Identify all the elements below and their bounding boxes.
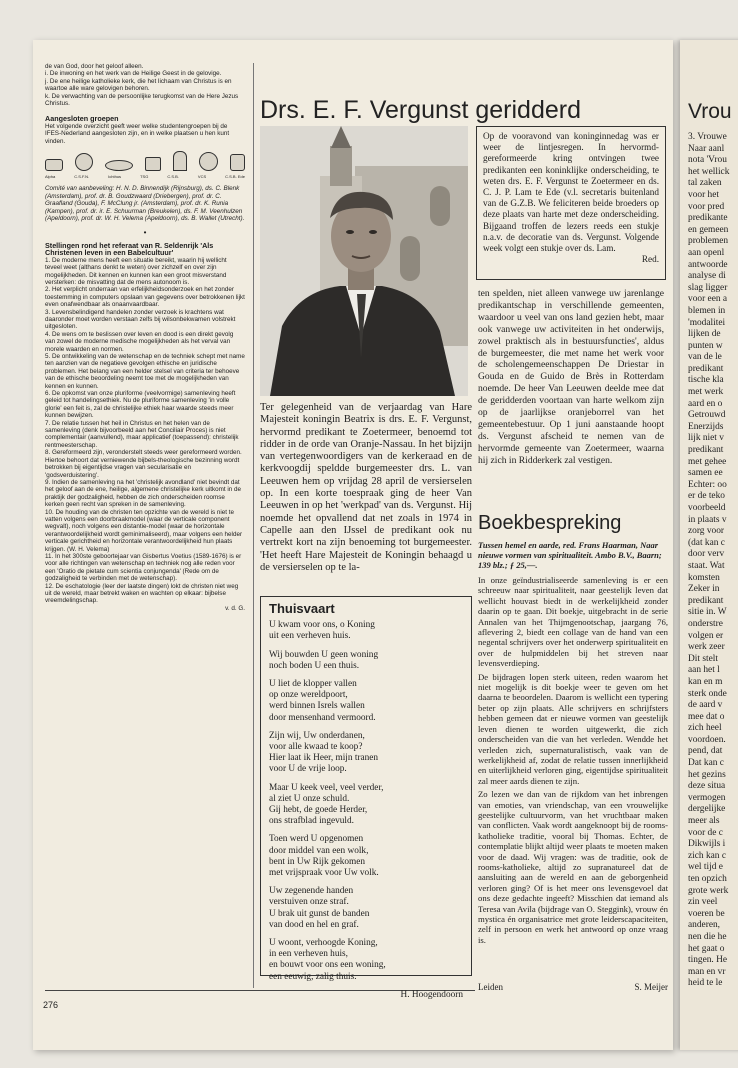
next-page-line: deze situa [688,781,726,792]
logo-label: Ichthus [108,174,122,180]
next-page-line: voor een a [688,294,728,305]
logo-label: VCS [197,174,207,180]
next-page-line: anderen, [688,920,721,931]
next-page-line: predikant [688,595,724,606]
next-page-edge [680,40,738,1050]
next-page-line: vermogen [688,792,726,803]
next-page-line: de aard v [688,700,723,711]
separator-dot: • [143,227,147,237]
logo-label: C.S.F.N. [74,174,90,180]
article-title: Drs. E. F. Vergunst geridderd [260,96,581,124]
next-page-line: met gehee [688,456,727,467]
book-review-heading: Boekbespreking [478,512,622,534]
review-paragraph: De bijdragen lopen sterk uiteen, reden waarom het niet mogelijk is dit boekje weer te geven om het daarna te beoordelen. Daarom is wellicht een typering beter op zijn plaats. Alle schrijvers en schrijfsters hebben gemeen dat er nieuwe vormen van geestelijk leven dienen te worden uitgewerkt, die zich onderscheiden van die van het verleden. Wendde het verleden zich, supernaturalistisch, vaak van de werkelijkheid af, zodat de relatie tussen innerlijkheid en uiterlijkheid verloren ging, eigentijdse spiritualiteit zal meer aards dienen te zijn. [478,671,668,786]
page-number: 276 [43,1000,59,1010]
next-page-line: sterk onde [688,688,727,699]
next-page-line: tingen. He [688,955,728,966]
poem-stanza: U liet de klopper vallen op onze wereldpoort, werd binnen Isrels wallen door mensenhand vermoord. [269,679,376,723]
book-title-line: Tussen hemel en aarde, red. Frans Haarman, Naar nieuwe vormen van spiritualiteit. Ambo B.V., Baarn; 139 blz.; ƒ 25,—. [478,540,662,571]
next-page-line: Zeker in [688,584,720,595]
intro-line: j. De ene heilige katholieke kerk, die het lichaam van Christus is en waartoe alle ware gelovigen behoren. [45,77,232,93]
next-page-line: man en vr [688,966,726,977]
next-page-line: Dikwijls i [688,839,726,850]
next-page-line: in plaats v [688,514,727,525]
next-page-line: het gezins [688,769,726,780]
next-page-line: dergelijke [688,804,726,815]
poem-stanza: Toen werd U opgenomen door middel van een wolk, bent in Uw Rijk gekomen met vrijspraak voor Uw volk. [269,834,379,879]
thesis-item: 7. De relatie tussen het heil in Christus en het helen van de samenleving (denk bijvoorbeeld aan het Conciliair Proces) is niet complementair (aanvullend), maar applicatief (toepassend): christelijk rentmeesterschap. [45,419,239,449]
thesis-item: 3. Levensbelindigend handelen zonder verzoek is krachtens wat daaronder moet worden verstaan zelfs bij wilsonbekwamen volstrekt uitgesloten. [45,308,236,331]
groups-heading: Aangesloten groepen [45,114,119,124]
portrait-photo [260,126,468,396]
left-signature: v. d. G. [225,604,245,612]
thesis-item: 9. Indien de samenleving na het 'christelijk avondland' niet bevindt dat het geloof aan de ene, heilige, algemene christelijke kerk uitkomt in de praktijk der godzaligheid, hebben de zich onderscheiden roomse kerken geen recht van spreken in de samenleving. [45,478,242,509]
next-page-line: samen ee [688,468,723,479]
groups-text: Het volgende overzicht geeft weer welke studentengroepen bij de IFES-Nederland aangesloten zijn, en in welke plaatsen u hen kunt vinden. [45,122,230,145]
next-page-line: aard en o [688,398,723,409]
poem-stanza: Uw zegenende handen verstuiven onze straf. U brak uit gunst de banden van dood en hel en graf. [269,886,370,930]
next-page-line: Dit stelt [688,653,718,664]
left-column [45,63,245,612]
poem-stanza: U kwam voor ons, o Koning uit een verheven huis. [269,620,375,642]
next-page-line: voor de c [688,827,723,838]
thesis-item: 11. In het 300ste geboortejaar van Gisbertus Voetius (1589-1676) is er voor alle richtingen van wetenschap en techniek nog alle reden voor een 'Oratio de pietate cum scientia conjungenda' (Rede om de godzaligheid te verbinden met de wetenschap). [45,552,242,583]
next-page-line: 'modalitei [688,317,726,328]
next-page-line: slag ligger [688,282,728,293]
next-page-line: heid te le [688,978,723,989]
next-page-line: Dat kan c [688,758,724,769]
next-page-line: predikant [688,363,724,374]
review-paragraph: In onze geïndustrialiseerde samenleving is er een schreeuw naar spiritualiteit, naar geestelijk leven dat wellicht houvast biedt in de werkelijkheid zonder daarin op te gaan. Dit boekje, uitgebracht in de serie Annalen van het Thijmgenootschap, jaargang 76, aflevering 2, biedt een collage van de hand van een negental schrijvers over het onderwerp spiritualiteit en over de hulpmiddelen bij het streven naar levensverdieping. [478,575,668,669]
column-divider [253,63,254,988]
next-page-line: staat. Wat [688,560,725,571]
poem-stanza: Wij bouwden U geen woning noch boden U een thuis. [269,649,379,671]
next-page-line: antwoorde [688,259,728,270]
portrait-illustration [260,126,468,396]
thesis-item: 5. De ontwikkeling van de wetenschap en de techniek schept met name ten aanzien van de negatieve gevolgen ethische en juridische problemen. Het belang van een helder stelsel van criteria ter behoeve van de ethische beoordeling neemt toe met de mogelijkheden van kennen en kunnen. [45,353,245,390]
thesis-item: 12. De eschatologie (leer der laatste dingen) lokt de christen niet weg uit de wereld, maar betrekt waken en wachten op elkaar: bijbelse vreemdelingschap. [45,582,239,605]
next-page-line: het gaat o [688,943,725,954]
thesis-item: 4. De wens om te beslissen over leven en dood is een direkt gevolg van zowel de moderne medische mogelijkheden als het verval van morele waarden en normen. [45,330,234,353]
next-page-line: zin veel [688,897,718,908]
next-page-line: nen die he [688,931,727,942]
csb-ede-logo-icon [230,154,245,171]
editor-note-text: Op de vooravond van koninginnedag was er weer de lintjesregen. In hervormd-gereformeerde kring ontvingen twee predikanten een koninklijke onderscheiding, te weten drs. E. F. Vergunst te Zoetermeer en ds. C. J. P. Lam te Ede (v.l. secretaris buitenland van de G.Z.B. We feliciteren beide broeders op deze plaats van harte met deze onderscheiding. Bijgaand troffen de lezers reeds een stukje n.a.v. de decoratie van ds. Vergunst. Volgende week volgt een stukje over ds. Lam. [483,131,659,254]
next-page-line: ten opzich [688,874,727,884]
next-page-title: Vrou [688,100,732,123]
next-page-line: voordoen. [688,734,726,745]
poem-author: H. Hoogendoorn [400,989,463,1000]
next-page-line: aan het l [688,665,720,676]
next-page-line: tische kla [688,375,724,386]
logo-label: TSG [140,174,149,180]
next-page-line: Naar aanl [688,143,725,154]
next-page-line: zich heel [688,723,722,734]
intro-line: i. De inwoning en het werk van de Heilige Geest in de gelovige. [45,70,222,78]
alpha-logo-icon [45,159,63,171]
next-page-line: lijken de [688,329,721,340]
next-page-line: werk zeer [688,642,725,653]
poem-stanza: U woont, verhoogde Koning, in een verheven huis, en bouwt voor ons een woning, een eeuwig, zalig thuis. [269,938,386,982]
next-page-line: 3. Vrouwe [688,132,727,142]
next-page-line: voeren be [688,908,725,919]
logo-label: Alpha [45,174,56,180]
next-page-line: er de teko [688,491,725,502]
next-page-line: zich kan c [688,850,726,861]
poem-stanza: Maar U keek veel, veel verder, al ziet U onze schuld. Gij hebt, de goede Herder, ons strafblad ingevuld. [269,782,384,827]
thesis-item: 2. Het verplicht onderraan van erfelijkheidsonderzoek en het zonder toestemming in computers opslaan van gegevens over betrokkenen lijkt even onafwendbaar als onaanvaardbaar. [45,286,245,309]
next-page-line: voorbeeld [688,503,726,513]
next-page-line: sitie in. W [688,607,727,618]
vcs-globe-logo-icon [199,152,218,171]
editor-note-box [476,126,666,280]
intro-line: k. De verwachting van de persoonlijke terugkomst van de Here Jezus Christus. [45,92,239,108]
poem-stanzas [269,620,463,983]
intro-line: de van God, door het geloof alleen. [45,63,144,70]
next-page-line: tal zaken [688,178,722,189]
next-page-line: Enerzijds [688,421,724,432]
next-page-line: voor pred [688,201,725,212]
reviewer-name: S. Meijer [634,982,668,992]
editor-note-signature: Red. [641,254,659,265]
thesis-item: 10. De houding van de christen ten opzichte van de wereld is niet te vatten volgens een doorbraakmodel (waar de verticale component wegvalt), noch volgens een distantie-model (waar de horizontale verantwoordelijkheid wordt geminimaliseerd), maar volgens een helder verticale gerichtheid en horizontale verantwoordelijkheid hun plaats krijgen. (W. H. Velema) [45,508,243,553]
next-page-text [688,132,738,990]
next-page-line: (dat kan c [688,537,725,548]
next-page-line: kan en m [688,676,723,687]
thesis-item: 8. Gereformeerd zijn, veronderstelt steeds weer gereformeerd worden. Hiertoe behoort dat verniewende bijbels-theologische bezinning wordt betrokken bij eigentijdse vragen van secularisatie en 'godsverduistering'. [45,449,242,479]
ichthus-fish-logo-icon [105,160,133,171]
logo-labels [45,173,245,180]
next-page-line: en gemeen [688,224,729,235]
logo-row [45,151,245,171]
committee-text: Comité van aanbeveling: H. N. D. Binnendijk (Rijnsburg), ds. C. Blenk (Amsterdam), prof. dr. B. Goudzwaard (Driebergen), prof. dr. C. Graafland (Gouda), F. McClung jr. (Amsterdam), prof. dr. K. Runia (Kampen), prof. dr. ir. E. Schuurman (Breukelen), ds. F. M. Veenhulzen (Apeldoorn), prof. dr. W. H. Velema (Apeldoorn), ds. B. Wallet (Utrecht). [45,185,245,223]
next-page-line: volgen er [688,630,724,641]
intro-list [45,63,245,107]
next-page-line: zorg voor [688,526,725,537]
next-page-line: punten w [688,340,723,351]
next-page-line: Echter: oo [688,479,727,490]
poem-box [260,596,472,1000]
next-page-line: door verv [688,549,725,560]
review-paragraph: Zo lezen we dan van de rijkdom van het inbrengen van emoties, van vriendschap, van een vrouwelijke geestelijke cultuurvorm, van het vruchtbaar maken van conflicten. Vaak wordt aangeknoopt bij de rooms-katholieke traditie, vooral bij Thomas. Echter, de contemplatie blijkt altijd weer plaats te moeten maken voor de daad. Wij vragen: was de traditie, ook de rooms-katholieke, altijd zo supranatureel dat de aansluiting aan de wereld en aan de geborgenheid verloren ging? Of is het meer ons levensgevoel dat ons deze gedachte ingeeft? Misschien dat iemand als Teresa van Avila (bijdrage van O. Steggink), vrouw én mystica én organisatrice met grote leiderscapaciteiten, zelf in persoon en werk het antwoord op onze vraag is. [478,789,668,945]
article-continuation: ten spelden, niet alleen vanwege uw jarenlange predikantschap in verschillende gemeenten, waardoor u veel van ons land gezien hebt, maar ook vanwege uw activiteiten in het onderwijs, zowel praktisch als in bestuursfuncties', aldus de burgemeester, die met name het werk voor de scholengemeenschappen De Driestar in Gouda en de Guido de Brès in Rotterdam noemde. De heer Van Leeuwen deelde mee dat de geridderden voortaan van harte welkom zijn op de jaarlijkse oranjeborrel van het gemeentebestuur. Op 1 juni aanstaande hoopt ds. Vergunst afscheid te nemen van de hervormde gemeente van Zoetermeer, waarna hij zich in Ridderkerk zal vestigen. [478,288,664,466]
next-page-line: lijk niet v [688,433,724,444]
next-page-line: grote werk [688,885,729,896]
next-page-line: Getrouwd [688,410,726,421]
next-page-line: onderstre [688,618,723,629]
theses-list [45,257,245,605]
next-page-line: met werk [688,387,724,398]
theses-heading: Stellingen rond het referaat van R. Seldenrijk 'Als Christenen leven in een Babelcultuur' [45,240,214,258]
logo-label: C.S.B. [167,174,179,180]
next-page-line: wel tijd e [688,862,723,873]
next-page-line: pend, dat [688,746,723,757]
next-page-line: predikant [688,445,724,456]
next-page-line: blemen in [688,305,726,316]
book-review-body [478,575,668,948]
next-page-line: analyse di [688,271,726,282]
next-page-line: komsten [688,572,720,583]
review-place: Leiden [478,982,503,992]
book-review-footer [478,982,668,992]
next-page-line: predikante [688,213,728,224]
thesis-item: 1. De moderne mens heeft een situatie bereikt, waarin hij wellicht teveel weet (althans denkt te weten) over zichzelf en over zijn mogelijkheden. Dit kennen en kunnen kan een groot misverstand versterken: de misvatting dat de mens autonoom is. [45,256,227,286]
tsg-logo-icon [145,157,161,171]
next-page-line: het wellick [688,166,730,177]
photo-caption: Ter gelegenheid van de verjaardag van Hare Majesteit koningin Beatrix is drs. E. F. Vergunst, hervormd predikant te Zoetermeer, benoemd tot ridder in de orde van Oranje-Nassau. In het bijzijn van vertegenwoordigers van de kerkeraad en de kerkvoogdij speldde burgemeester drs. L. van Leeuwen hem op vrijdag 28 april de versierselen op. In een korte toespraak ging de heer Van Leeuwen in op het 'werkpad' van ds. Vergunst. Hij noemde het opvallend dat net zoals in 1974 in Capelle aan den IJssel de predikant ook nu vertrekt kort na zijn benoeming tot burgemeester. 'Het heeft Hare Majesteit de Koningin behaagd u de versierselen op te la- [260,402,472,573]
next-page-line: mee dat o [688,711,725,722]
next-page-line: nota 'Vrou [688,155,727,166]
next-page-line: problemen [688,236,729,247]
csb-sail-logo-icon [173,151,187,171]
next-page-line: voor het [688,189,719,200]
next-page-line: aan openl [688,247,725,258]
poem-stanza: Zijn wij, Uw onderdanen, voor alle kwaad te koop? Hier laat ik Heer, mijn tranen voor U de vrije loop. [269,730,379,775]
csfn-logo-icon [75,153,93,171]
poem-title: Thuisvaart [269,601,335,616]
next-page-line: meer als [688,816,720,827]
logo-label: C.S.B. Ede [225,174,245,180]
next-page-line: van de le [688,352,722,363]
thesis-item: 6. De opkomst van onze pluriforme (veelvormige) samenleving heeft geleid tot handelingsethiek. Nu de pluriforme samenleving 'in volle glorie' een feit is, zal de christelijke ethiek haar waarde steeds meer kunnen bewijzen. [45,390,236,420]
